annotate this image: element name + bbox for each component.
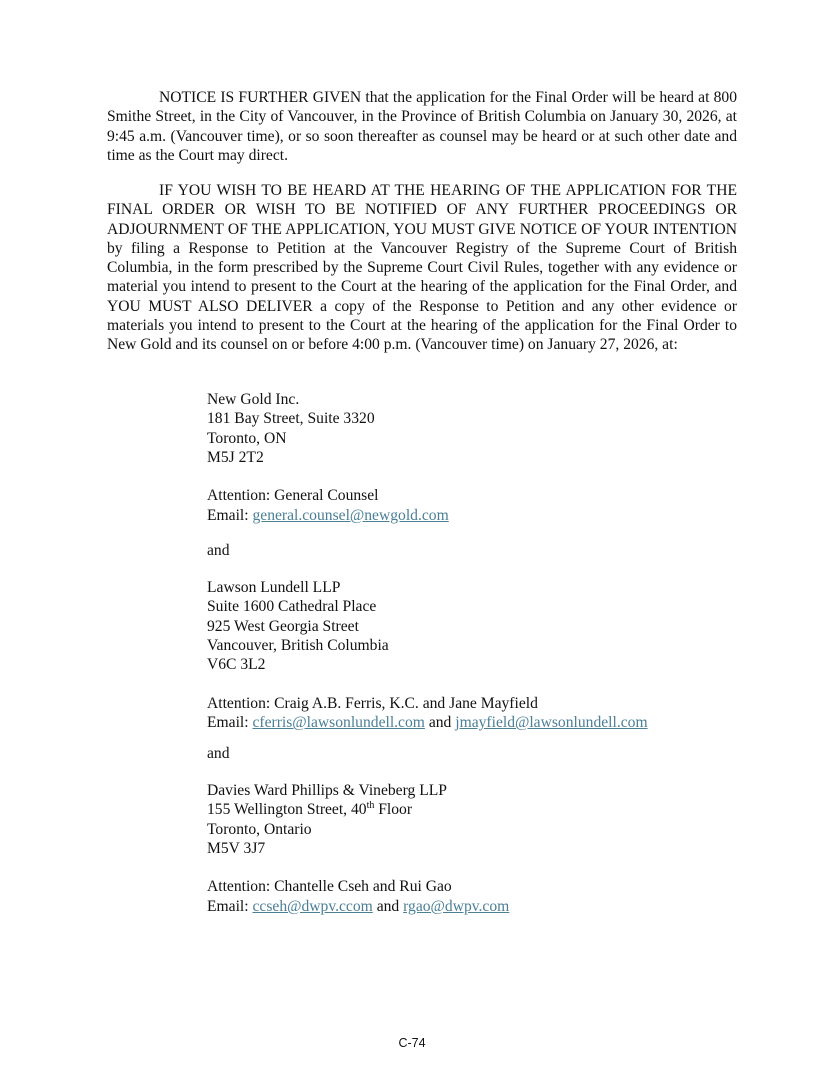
address-line: New Gold Inc. — [207, 391, 300, 408]
email-link-jmayfield[interactable]: jmayfield@lawsonlundell.com — [455, 714, 648, 732]
spacer — [207, 858, 767, 877]
address-line: Lawson Lundell LLP — [207, 579, 341, 596]
address-line: M5J 2T2 — [207, 448, 264, 466]
address-line: 925 West Georgia Street — [207, 617, 359, 635]
email-label: Email: — [207, 897, 249, 915]
email-joiner: and — [376, 897, 400, 915]
address-line: 181 Bay Street, Suite 3320 — [207, 410, 375, 428]
attention-line: Attention: Chantelle Cseh and Rui Gao — [207, 878, 452, 896]
page-number: C-74 — [398, 1036, 426, 1050]
address-line: M5V 3J7 — [207, 839, 266, 857]
email-label: Email: — [207, 506, 249, 524]
street-prefix: 155 Wellington Street, 40 — [207, 801, 367, 819]
notice-paragraph: NOTICE IS FURTHER GIVEN that the application for the Final Order will be heard at 800 Smithe Street, in the City of Vancouver, in the Province of British Columbia on January 30, 2026, at 9:45 a.m. (Vancouver time), or so soon thereafter as counsel may be heard or at such other date and time as the Court may direct. — [107, 89, 737, 164]
spacer — [207, 674, 767, 693]
separator-and — [207, 744, 767, 763]
hearing-instructions-paragraph: IF YOU WISH TO BE HEARD AT THE HEARING OF THE APPLICATION FOR THE FINAL ORDER OR WISH TO BE NOTIFIED OF ANY FURTHER PROCEEDINGS OR ADJOURNMENT OF THE APPLICATION, YOU MUST GIVE NOTICE OF YOUR INTENTION by filing a Response to Petition at the Vancouver Registry of the Supreme Court of British Columbia, in the form prescribed by the Supreme Court Civil Rules, together with any evidence or material you intend to present to the Court at the hearing of the application for the Final Order, and YOU MUST ALSO DELIVER a copy of the Response to Petition and any other evidence or materials you intend to present to the Court at the hearing of the application for the Final Order to New Gold and its counsel on or before 4:00 p.m. (Vancouver time) on January 27, 2026, at: — [107, 182, 737, 354]
address-block-davies-ward — [207, 781, 767, 916]
email-joiner: and — [428, 714, 452, 732]
address-block-lawson-lundell — [207, 578, 767, 732]
email-link-rgao[interactable]: rgao@dwpv.com — [403, 897, 510, 915]
email-link-ccseh[interactable]: ccseh@dwpv.ccom — [252, 897, 373, 915]
email-link-general-counsel[interactable]: general.counsel@newgold.com — [252, 506, 449, 524]
address-line: Davies Ward Phillips & Vineberg LLP — [207, 782, 447, 799]
address-line-street — [207, 800, 767, 819]
address-line: Suite 1600 Cathedral Place — [207, 598, 377, 616]
street-suffix: Floor — [374, 801, 413, 819]
address-line: Toronto, ON — [207, 429, 287, 447]
email-line — [207, 897, 767, 916]
address-line: Toronto, Ontario — [207, 820, 312, 838]
address-line: V6C 3L2 — [207, 656, 266, 674]
attention-line: Attention: General Counsel — [207, 487, 379, 505]
spacer — [207, 467, 767, 486]
email-line — [207, 506, 767, 525]
email-line — [207, 713, 767, 732]
email-link-cferris[interactable]: cferris@lawsonlundell.com — [252, 714, 425, 732]
separator-text: and — [207, 745, 230, 762]
separator-and — [207, 541, 767, 560]
ordinal-suffix: th — [366, 800, 375, 812]
separator-text: and — [207, 542, 230, 559]
address-line: Vancouver, British Columbia — [207, 636, 389, 654]
address-block-new-gold — [207, 390, 767, 525]
email-label: Email: — [207, 714, 249, 732]
attention-line: Attention: Craig A.B. Ferris, K.C. and Jane Mayfield — [207, 694, 538, 712]
